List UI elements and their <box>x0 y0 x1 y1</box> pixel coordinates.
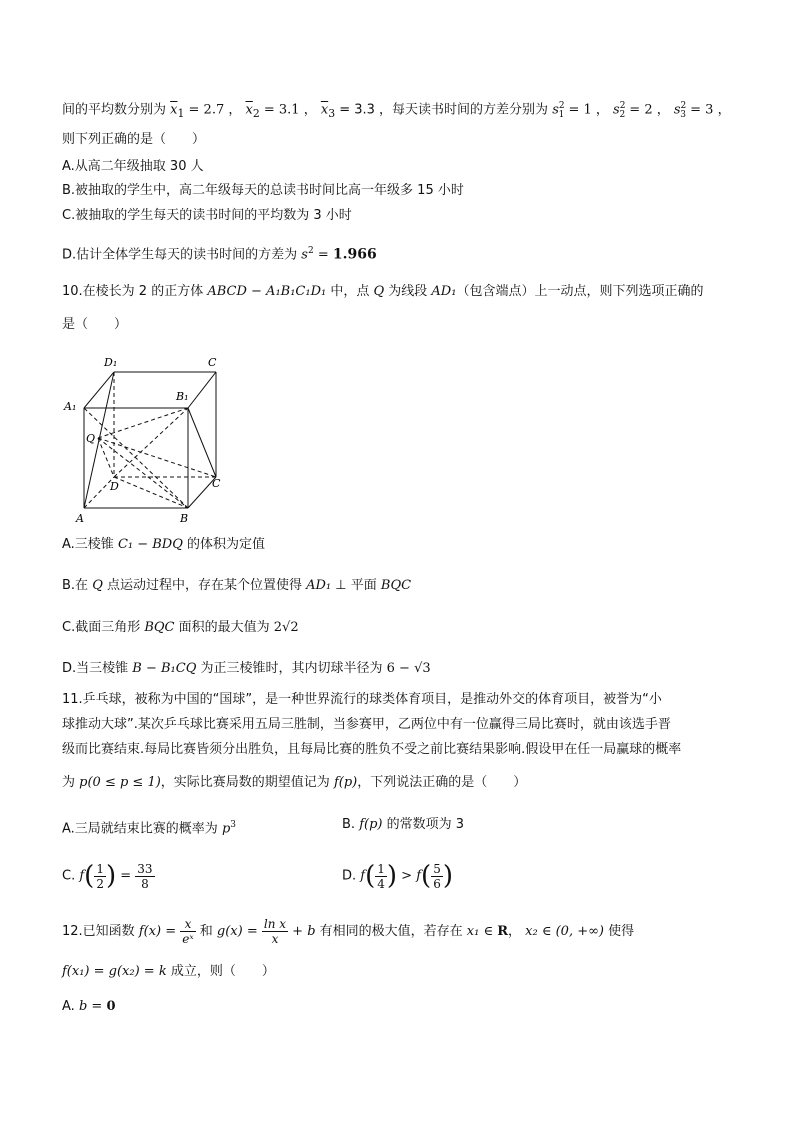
mean-x2: $\overline{x}$ <box>245 102 253 118</box>
q11-option-d-gt: > <box>397 868 417 884</box>
q11-option-b <box>342 816 464 834</box>
q9-option-d-eq: = <box>313 247 333 263</box>
q12-option-a-text: A. <box>62 999 79 1014</box>
mean-x2-value: = 3.1 ， <box>259 102 317 118</box>
q12-x2-domain: x₂ ∈ (0, +∞) <box>525 924 605 939</box>
var-s2-sub: 2 <box>619 109 626 120</box>
edge-b1-c1 <box>188 372 216 408</box>
q11-option-a-text: A.三局就结束比赛的概率为 <box>62 821 222 837</box>
q12-option-a <box>62 998 115 1016</box>
var-s1-value: = 1 ， <box>564 102 609 118</box>
q10-option-a-text-b: 的体积为定值 <box>182 537 266 552</box>
q11-option-d-f2: f <box>416 868 422 884</box>
frac-den: 4 <box>377 876 385 891</box>
q9-option-c: C.被抽取的学生每天的读书时间的平均数为 3 小时 <box>62 208 352 223</box>
q9-prompt: 则下列正确的是（ ） <box>62 132 206 147</box>
q12-condition: f(x₁) = g(x₂) = k <box>62 964 167 979</box>
label-a1: A₁ <box>64 400 77 413</box>
q11-line3: 级而比赛结束.每局比赛皆须分出胜负，且每局比赛的胜负不受之前比赛结果影响.假设甲在任一局赢球的概率 <box>62 742 682 757</box>
frac-num: 5 <box>433 861 441 876</box>
frac-num: x <box>180 917 195 932</box>
var-s3-value: = 3 ， <box>686 102 731 118</box>
mean-x1-value: = 2.7 ， <box>184 102 242 118</box>
q12-text-d: ， <box>508 924 526 939</box>
q11-line4-text-c: ，下列说法正确的是（ ） <box>357 775 527 790</box>
q10-option-b-text-c: ⊥ 平面 <box>331 578 381 593</box>
q10-stem-text: 10.在棱长为 2 的正方体 <box>62 284 208 299</box>
q11-option-c-eq: = <box>116 868 136 884</box>
q10-option-d <box>62 660 431 678</box>
frac-den: x <box>271 932 279 946</box>
frac-den: 6 <box>433 876 441 891</box>
var-s1: s <box>552 102 559 118</box>
frac-den: 8 <box>141 876 149 891</box>
q10-option-c-text: C.截面三角形 <box>62 620 145 635</box>
q10-option-c-math: BQC <box>144 620 175 635</box>
q12-line1 <box>62 914 634 950</box>
q10-option-b-plane: BQC <box>380 578 412 593</box>
frac-num: 1 <box>377 861 385 876</box>
var-s3-sub: 3 <box>680 109 687 120</box>
q10-stem <box>62 283 703 301</box>
q11-option-c-arg <box>94 862 106 891</box>
label-b1: B₁ <box>176 390 189 403</box>
q9-option-d-s: s <box>301 247 308 263</box>
q10-option-d-math: B − B₁CQ <box>132 661 197 676</box>
q12-fx: f(x) = <box>138 924 181 939</box>
q11-option-c-rparen: ) <box>105 861 117 891</box>
q9-option-d-sup: 2 <box>307 246 314 256</box>
q11-option-d-rparen2: ) <box>442 861 453 891</box>
q9-text: 间的平均数分别为 <box>62 102 167 118</box>
q10-option-b <box>62 577 411 595</box>
q11-line4-text: 为 <box>62 775 80 790</box>
q12-text-e: 使得 <box>604 924 635 939</box>
q11-option-c-lparen: ( <box>84 861 95 891</box>
q10-option-c-text-b: 面积的最大值为 <box>174 620 274 635</box>
q9-option-d <box>62 242 377 264</box>
mean-x1-sub: 1 <box>177 106 185 120</box>
q12-text-f: 成立，则（ ） <box>166 964 275 979</box>
edge-a1-d1 <box>84 372 114 408</box>
cube-figure <box>60 350 230 525</box>
q10-option-a-text: A.三棱锥 <box>62 537 118 552</box>
q10-point-q: Q <box>373 284 385 299</box>
q11-option-c-f: f <box>79 868 85 884</box>
q12-option-a-b: b <box>78 999 88 1014</box>
q11-line4 <box>62 774 526 792</box>
q12-f-frac <box>180 917 195 946</box>
q9-option-b: B.被抽取的学生中，高二年级每天的总读书时间比高一年级多 15 小时 <box>62 183 464 198</box>
q11-option-a <box>62 816 236 838</box>
q12-text-b: 和 <box>195 924 217 939</box>
q11-option-a-sup: 3 <box>230 820 236 830</box>
q12-reals: R <box>497 924 509 939</box>
q12-g-frac <box>262 917 288 946</box>
q11-option-d-arg1 <box>375 862 387 891</box>
q9-line1 <box>62 97 731 124</box>
q11-option-d-text: D. <box>342 868 361 884</box>
q11-option-b-fp: f(p) <box>359 817 383 832</box>
dashed-d-b1 <box>114 408 188 477</box>
mean-x2-sub: 2 <box>252 106 260 120</box>
q11-option-d-lparen: ( <box>365 861 376 891</box>
q10-stem-line2: 是（ ） <box>62 317 128 332</box>
q11-option-c-text: C. <box>62 868 80 884</box>
q10-segment: AD₁ <box>431 284 457 299</box>
q11-line2: 球推动大球”.某次乒乓球比赛采用五局三胜制，当参赛甲，乙两位中有一位赢得三局比赛时，就由该选手晋 <box>62 717 671 732</box>
q10-option-a <box>62 536 265 554</box>
q12-text-c: 有相同的极大值，若存在 <box>315 924 467 939</box>
q11-fp: f(p) <box>333 775 358 790</box>
mean-x1: $\overline{x}$ <box>170 102 178 118</box>
segment-b1-c <box>188 408 216 477</box>
q10-cube-name: ABCD − A₁B₁C₁D₁ <box>207 284 327 299</box>
q11-option-c <box>62 856 155 897</box>
label-b: B <box>180 512 189 525</box>
label-d1: D₁ <box>104 356 118 369</box>
frac-num: ln x <box>263 917 287 931</box>
var-s2: s <box>613 102 620 118</box>
q12-line2 <box>62 963 275 981</box>
label-c: C <box>212 477 221 490</box>
q12-text: 12.已知函数 <box>62 924 139 939</box>
q11-option-d-lparen2: ( <box>421 861 432 891</box>
label-q: Q <box>86 432 96 445</box>
dashed-d-b <box>114 477 188 508</box>
q11-option-d-arg2 <box>431 862 443 891</box>
frac-num: 33 <box>137 861 153 876</box>
var-s3: s <box>673 102 681 118</box>
q12-x1: x₁ ∈ <box>466 924 498 939</box>
q10-option-c-value: 2√2 <box>273 620 299 635</box>
q11-option-a-p: p <box>221 821 231 837</box>
var-s2-value: = 2 ， <box>625 102 670 118</box>
q10-option-a-math: C₁ − BDQ <box>117 537 183 552</box>
dashed-q-b1 <box>98 408 188 438</box>
q10-option-b-text: B.在 <box>62 578 93 593</box>
dashed-q-b <box>98 438 188 508</box>
q9-option-d-value: 1.966 <box>332 246 377 263</box>
q10-stem-text-d: （包含端点）上一动点，则下列选项正确的 <box>456 284 704 299</box>
var-s3-sup: 2 <box>680 101 687 111</box>
frac-den: 2 <box>96 876 104 891</box>
q11-prob-range: p(0 ≤ p ≤ 1) <box>79 775 161 790</box>
q11-option-b-text: B. <box>342 817 360 832</box>
q11-line1: 11.乒乓球，被称为中国的“国球”，是一种世界流行的球类体育项目，是推动外交的体育项目，被誉为“小 <box>62 692 662 707</box>
var-s2-sup: 2 <box>619 101 626 111</box>
q12-g-tail: + b <box>288 924 316 939</box>
q10-option-d-value: 6 − √3 <box>386 661 431 676</box>
var-s1-sup: 2 <box>558 101 565 111</box>
q9-option-a: A.从高二年级抽取 30 人 <box>62 159 204 174</box>
q10-option-d-text: D.当三棱锥 <box>62 661 133 676</box>
var-s1-sub: 1 <box>558 109 565 120</box>
q11-option-b-text-b: 的常数项为 3 <box>382 817 465 832</box>
mean-x3-sub: 3 <box>328 106 336 120</box>
label-a: A <box>76 512 84 525</box>
q11-option-d-rparen: ) <box>386 861 398 891</box>
q10-option-b-q: Q <box>92 578 103 593</box>
q9-option-d-text: D.估计全体学生每天的读书时间的方差为 <box>62 247 302 263</box>
label-c1: C <box>208 356 217 369</box>
q11-line4-text-b: ，实际比赛局数的期望值记为 <box>160 775 334 790</box>
mean-x3-value: = 3.3 ，每天读书时间的方差分别为 <box>335 102 553 118</box>
q11-option-d <box>342 856 453 897</box>
q10-option-d-text-b: 为正三棱锥时，其内切球半径为 <box>196 661 387 676</box>
q10-stem-text-c: 为线段 <box>384 284 432 299</box>
mean-x3: $\overline{x}$ <box>320 102 329 118</box>
q11-option-d-f1: f <box>360 868 366 884</box>
q11-option-c-result <box>135 862 154 891</box>
q12-option-a-eq: = <box>87 999 107 1014</box>
q12-option-a-value: 0 <box>106 999 116 1014</box>
frac-num: 1 <box>96 861 104 876</box>
label-d: D <box>110 480 119 493</box>
q10-option-b-ad1: AD₁ <box>306 578 332 593</box>
q10-stem-text-b: 中，点 <box>326 284 374 299</box>
frac-den: eˣ <box>182 932 194 946</box>
q12-gx: g(x) = <box>216 924 262 939</box>
q10-option-c <box>62 619 299 637</box>
q10-option-b-text-b: 点运动过程中，存在某个位置使得 <box>102 578 307 593</box>
dashed-q-c <box>98 438 216 477</box>
